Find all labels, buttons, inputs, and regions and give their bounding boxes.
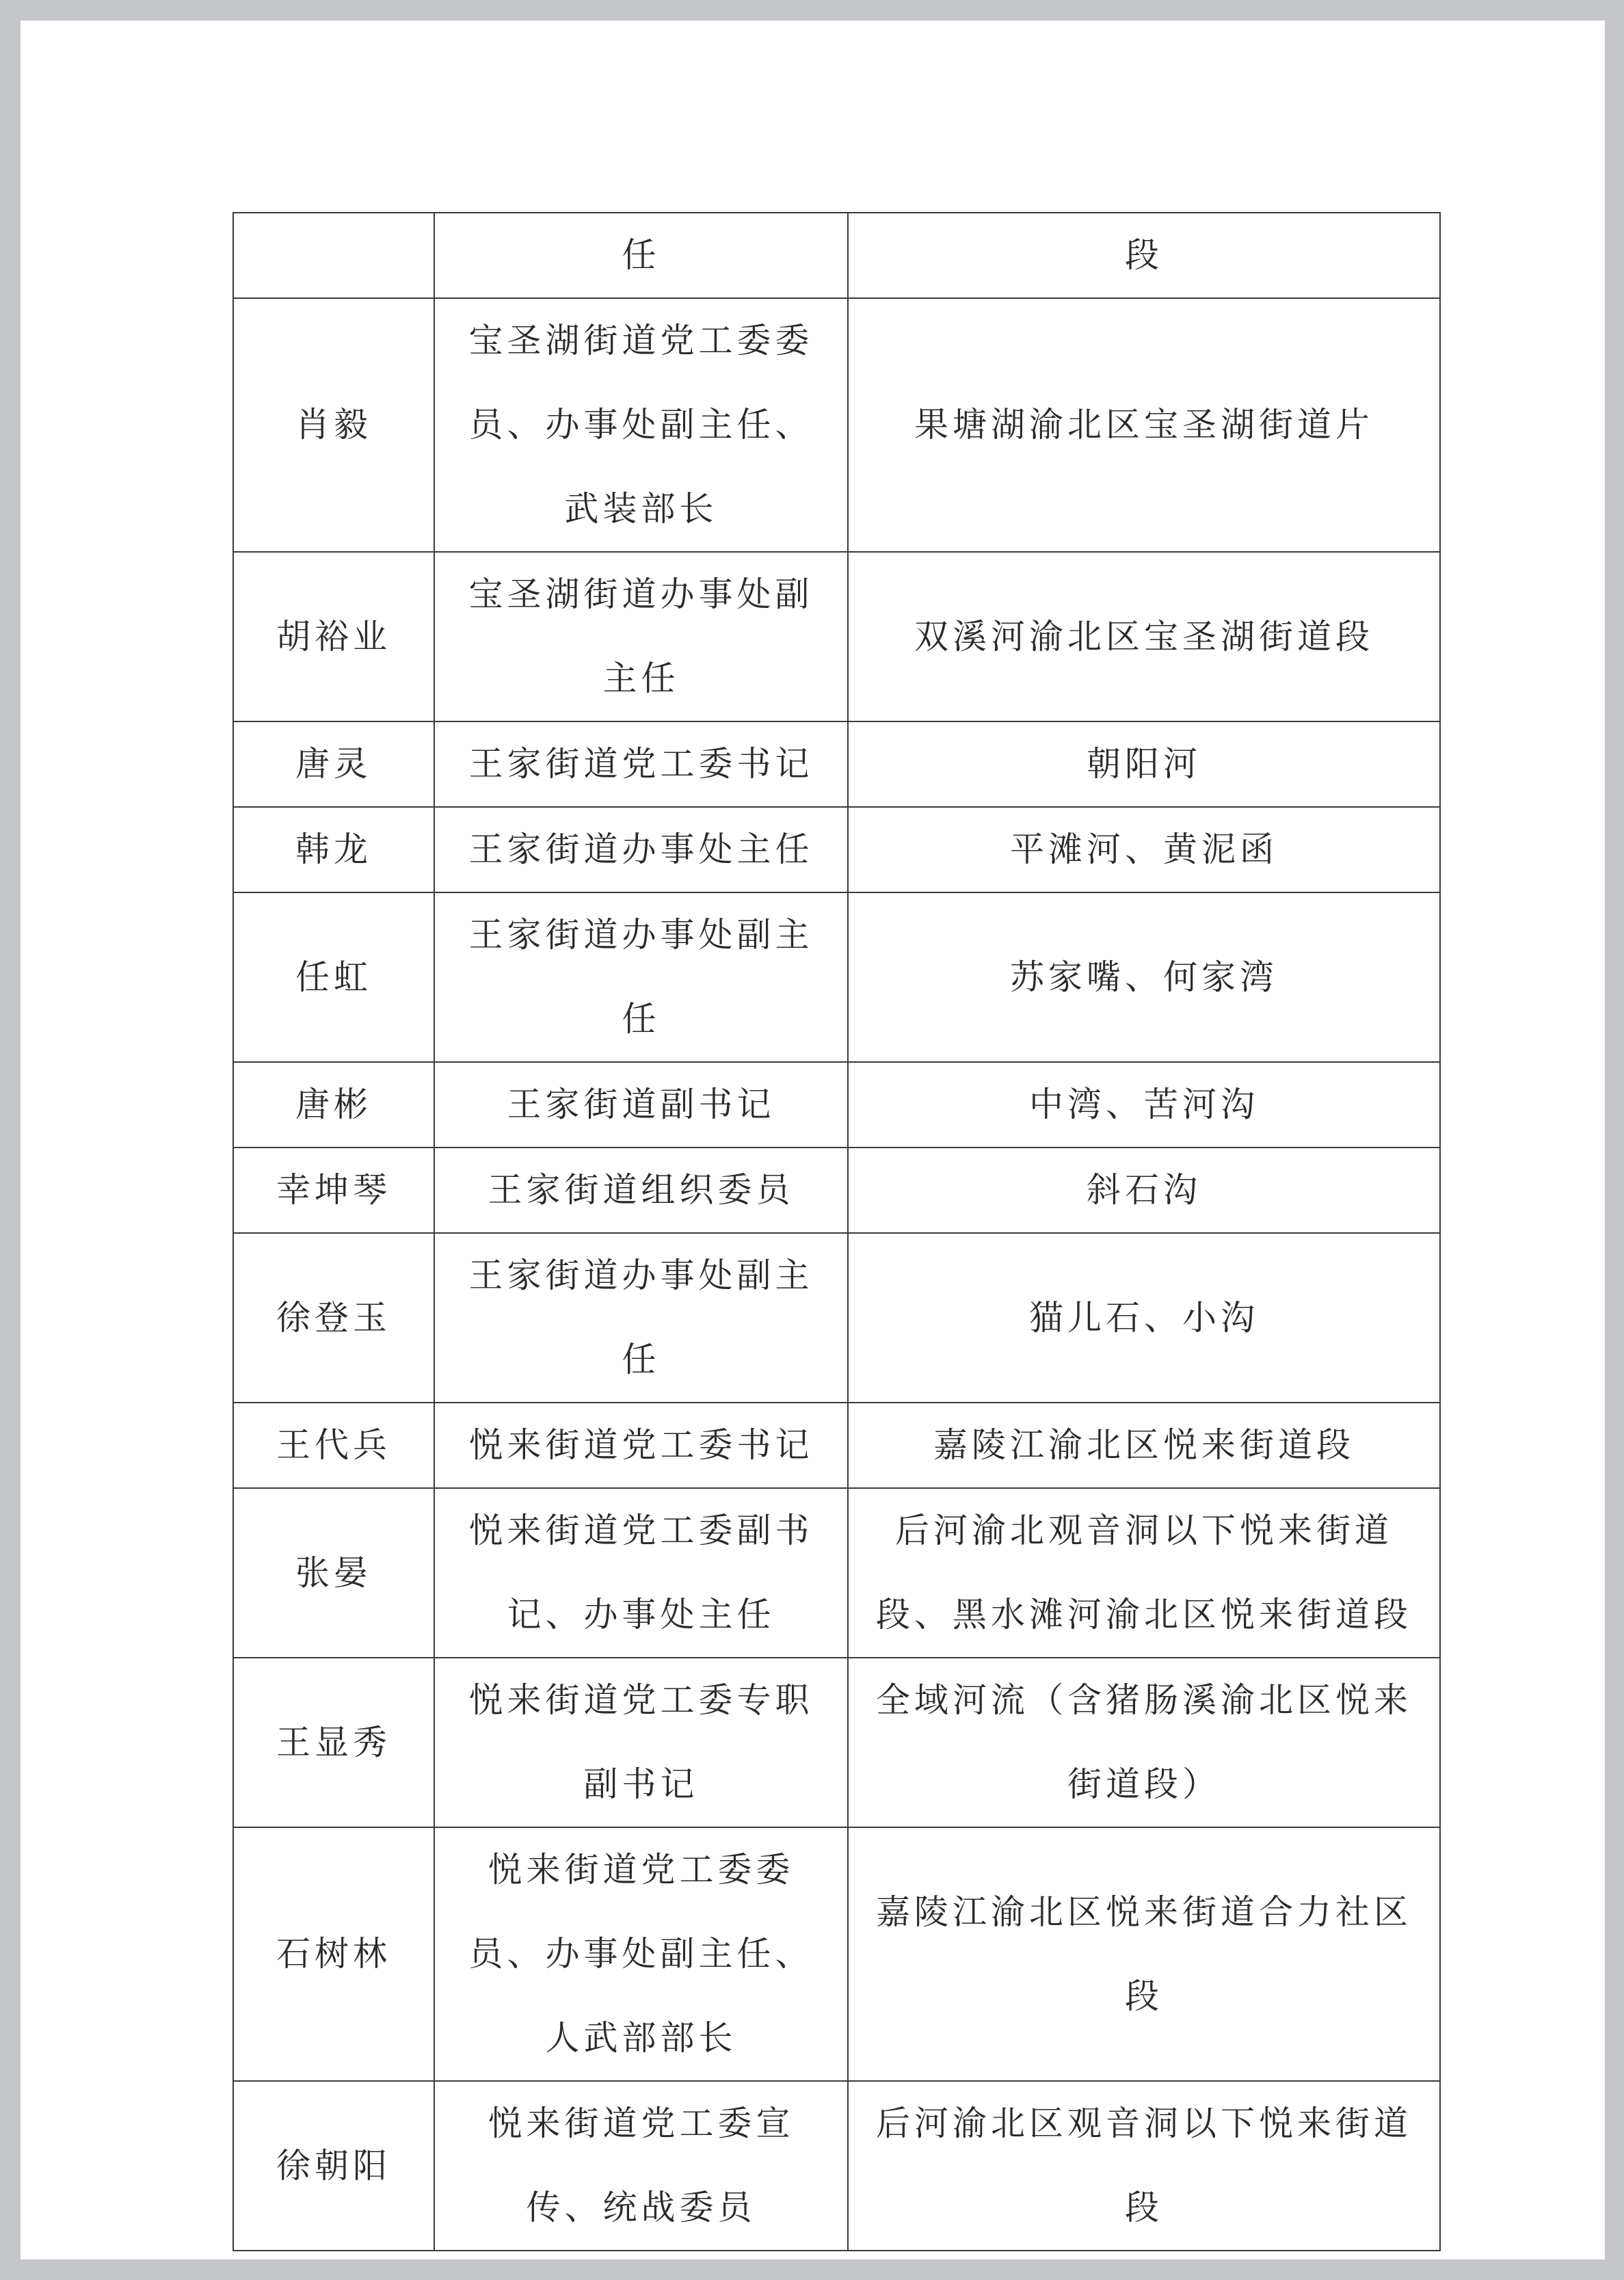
section-cell: 全域河流（含猪肠溪渝北区悦来街道段） <box>848 1658 1440 1827</box>
table-row <box>233 1233 1440 1403</box>
header-cell-section: 段 <box>848 213 1440 298</box>
position-cell: 王家街道党工委书记 <box>434 721 848 807</box>
section-cell: 果塘湖渝北区宝圣湖街道片 <box>848 298 1440 552</box>
table-row <box>233 1062 1440 1148</box>
river-chief-table <box>232 212 1441 2251</box>
name-cell: 韩龙 <box>233 807 434 892</box>
section-cell: 后河渝北区观音洞以下悦来街道段 <box>848 2081 1440 2251</box>
name-cell: 任虹 <box>233 892 434 1062</box>
section-cell: 朝阳河 <box>848 721 1440 807</box>
name-cell: 肖毅 <box>233 298 434 552</box>
position-cell: 悦来街道党工委副书记、办事处主任 <box>434 1488 848 1658</box>
position-cell: 王家街道副书记 <box>434 1062 848 1148</box>
name-cell: 张晏 <box>233 1488 434 1658</box>
section-cell: 平滩河、黄泥函 <box>848 807 1440 892</box>
name-cell: 王代兵 <box>233 1403 434 1488</box>
section-cell: 斜石沟 <box>848 1148 1440 1233</box>
name-cell: 王显秀 <box>233 1658 434 1827</box>
table-row <box>233 1148 1440 1233</box>
header-cell-name <box>233 213 434 298</box>
position-cell: 王家街道办事处副主任 <box>434 1233 848 1403</box>
table-row <box>233 721 1440 807</box>
table-row <box>233 298 1440 552</box>
table-row <box>233 807 1440 892</box>
section-cell: 后河渝北观音洞以下悦来街道段、黑水滩河渝北区悦来街道段 <box>848 1488 1440 1658</box>
position-cell: 王家街道办事处副主任 <box>434 892 848 1062</box>
name-cell: 石树林 <box>233 1827 434 2081</box>
position-cell: 王家街道组织委员 <box>434 1148 848 1233</box>
table-row <box>233 1488 1440 1658</box>
table-row <box>233 552 1440 721</box>
section-cell: 嘉陵江渝北区悦来街道段 <box>848 1403 1440 1488</box>
section-cell: 苏家嘴、何家湾 <box>848 892 1440 1062</box>
position-cell: 悦来街道党工委委员、办事处副主任、人武部部长 <box>434 1827 848 2081</box>
section-cell: 嘉陵江渝北区悦来街道合力社区段 <box>848 1827 1440 2081</box>
table-row <box>233 1658 1440 1827</box>
table-row <box>233 1403 1440 1488</box>
position-cell: 宝圣湖街道党工委委员、办事处副主任、武装部长 <box>434 298 848 552</box>
header-cell-position: 任 <box>434 213 848 298</box>
name-cell: 唐灵 <box>233 721 434 807</box>
name-cell: 徐朝阳 <box>233 2081 434 2251</box>
position-cell: 悦来街道党工委书记 <box>434 1403 848 1488</box>
table-row <box>233 1827 1440 2081</box>
position-cell: 悦来街道党工委宣传、统战委员 <box>434 2081 848 2251</box>
position-cell: 王家街道办事处主任 <box>434 807 848 892</box>
name-cell: 唐彬 <box>233 1062 434 1148</box>
section-cell: 中湾、苦河沟 <box>848 1062 1440 1148</box>
section-cell: 猫儿石、小沟 <box>848 1233 1440 1403</box>
section-cell: 双溪河渝北区宝圣湖街道段 <box>848 552 1440 721</box>
document-page <box>21 21 1605 2259</box>
table-row <box>233 892 1440 1062</box>
name-cell: 徐登玉 <box>233 1233 434 1403</box>
position-cell: 悦来街道党工委专职副书记 <box>434 1658 848 1827</box>
table-row <box>233 2081 1440 2251</box>
name-cell: 幸坤琴 <box>233 1148 434 1233</box>
table-header-row <box>233 213 1440 298</box>
position-cell: 宝圣湖街道办事处副主任 <box>434 552 848 721</box>
name-cell: 胡裕业 <box>233 552 434 721</box>
